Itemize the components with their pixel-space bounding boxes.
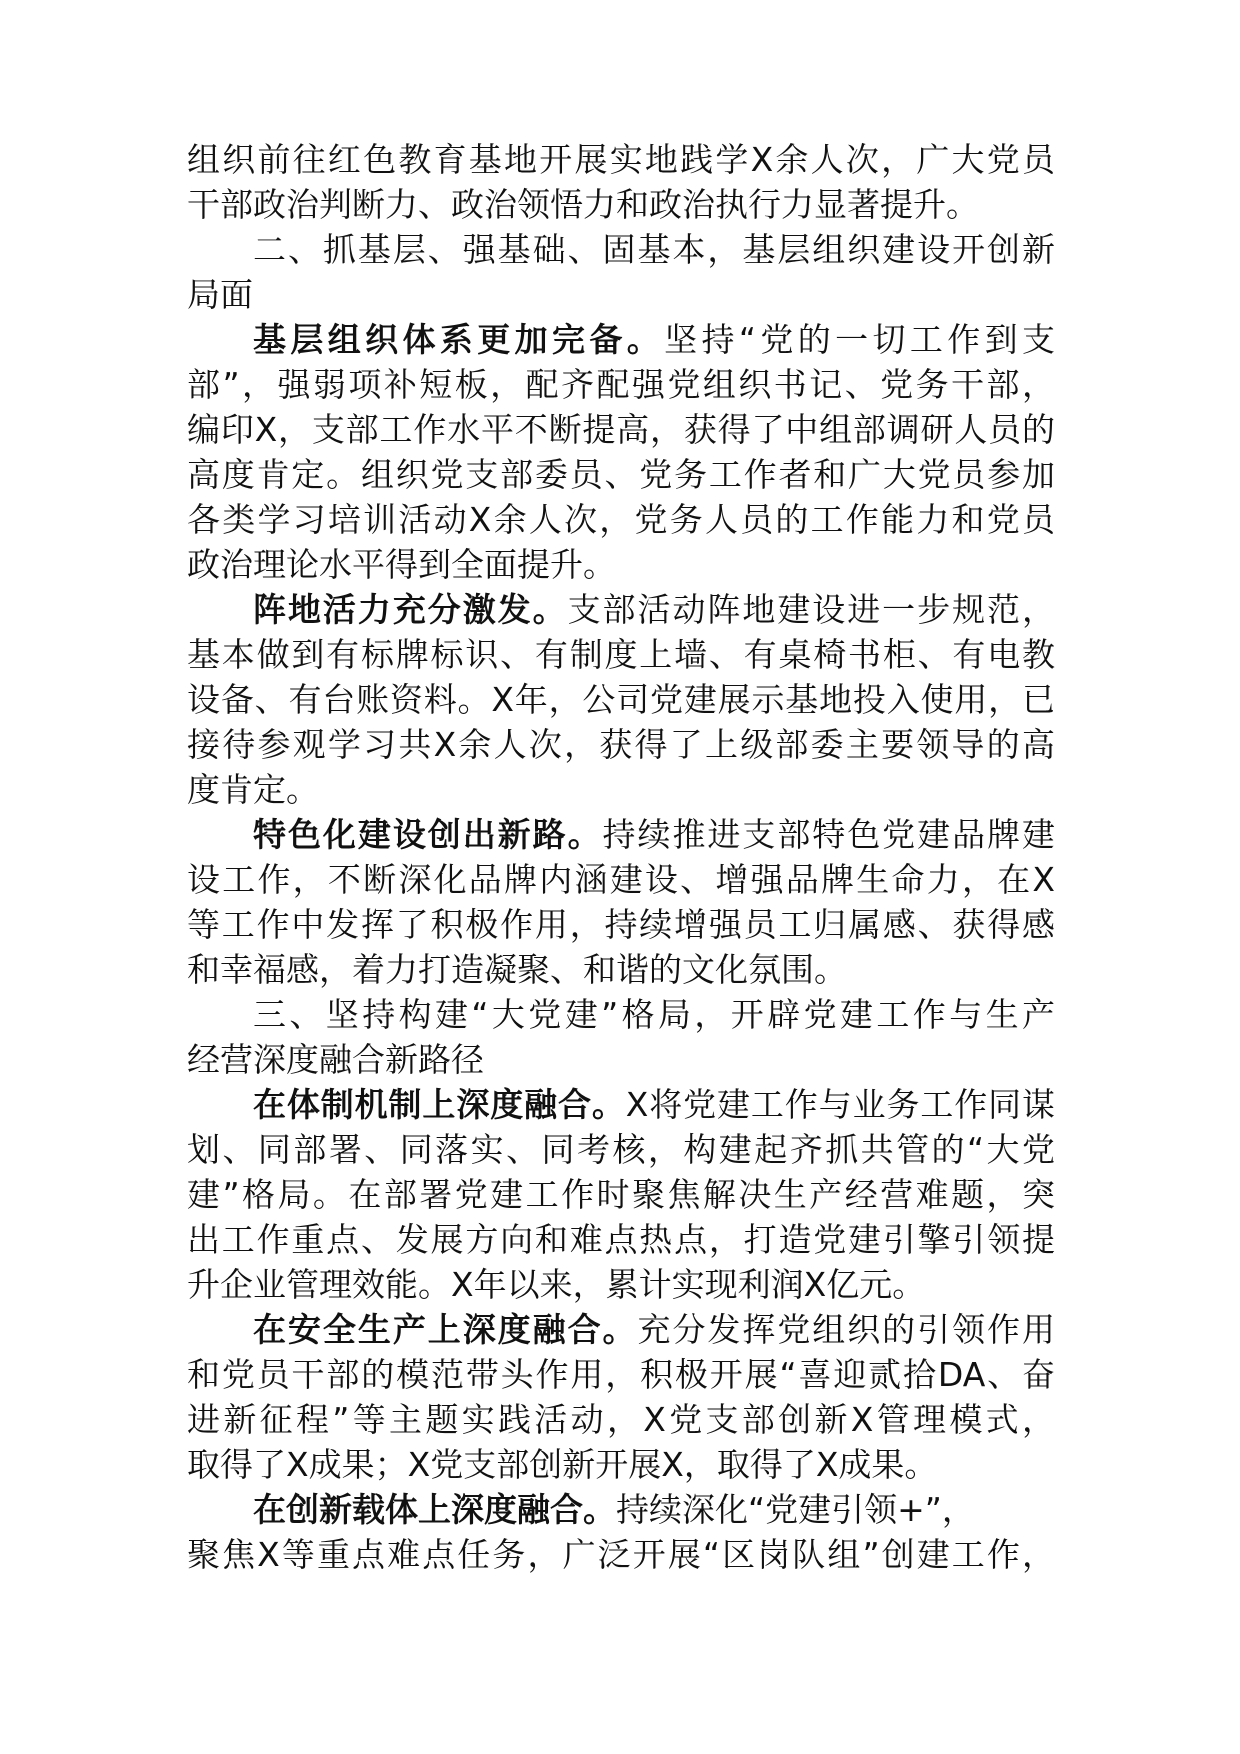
text-segment: 持续推进支部特色党建品牌建 <box>602 815 1056 854</box>
text-line <box>187 317 1055 362</box>
section-heading <box>187 992 1055 1082</box>
text-line: 设工作，不断深化品牌内涵建设、增强品牌生命力，在X <box>187 860 1055 899</box>
text-line: 聚焦X等重点难点任务，广泛开展“区岗队组”创建工作， <box>187 1535 1055 1574</box>
paragraph <box>187 587 1055 812</box>
paragraph-lead: 在创新载体上深度融合。 <box>253 1490 616 1529</box>
text-line: 经营深度融合新路径 <box>187 1040 484 1079</box>
text-segment: 支部活动阵地建设进一步规范， <box>567 590 1056 629</box>
text-segment: 持续深化“党建引领+”， <box>616 1490 975 1529</box>
text-line: 和党员干部的模范带头作用，积极开展“喜迎贰拾DA、奋 <box>187 1355 1055 1394</box>
text-line: 出工作重点、发展方向和难点热点，打造党建引擎引领提 <box>187 1220 1055 1259</box>
text-segment: 坚持“党的一切工作到支 <box>664 320 1055 359</box>
text-line: 建”格局。在部署党建工作时聚焦解决生产经营难题，突 <box>187 1175 1055 1214</box>
paragraph-lead: 阵地活力充分激发。 <box>253 590 568 629</box>
text-line: 取得了X成果；X党支部创新开展X，取得了X成果。 <box>187 1445 938 1484</box>
text-line: 和幸福感，着力打造凝聚、和谐的文化氛围。 <box>187 950 847 989</box>
text-line: 度肯定。 <box>187 770 319 809</box>
paragraph-lead: 在体制机制上深度融合。 <box>253 1085 626 1124</box>
text-line <box>187 1487 1055 1532</box>
section-heading <box>187 227 1055 317</box>
text-line: 基本做到有标牌标识、有制度上墙、有桌椅书柜、有电教 <box>187 635 1055 674</box>
paragraph <box>187 1082 1055 1307</box>
text-segment: X将党建工作与业务工作同谋 <box>625 1085 1056 1124</box>
text-line: 政治理论水平得到全面提升。 <box>187 545 616 584</box>
paragraph <box>187 317 1055 587</box>
paragraph <box>187 137 1055 227</box>
text-line: 进新征程”等主题实践活动，X党支部创新X管理模式， <box>187 1400 1055 1439</box>
paragraph-lead: 基层组织体系更加完备。 <box>253 320 665 359</box>
text-line: 部”，强弱项补短板，配齐配强党组织书记、党务干部， <box>187 365 1055 404</box>
document-page <box>187 137 1055 1577</box>
text-line: 划、同部署、同落实、同考核，构建起齐抓共管的“大党 <box>187 1130 1055 1169</box>
text-line: 局面 <box>187 275 253 314</box>
text-line <box>187 1307 1055 1352</box>
text-line <box>187 587 1055 632</box>
text-segment: 充分发挥党组织的引领作用 <box>637 1310 1055 1349</box>
text-line <box>187 812 1055 857</box>
paragraph <box>187 812 1055 992</box>
text-line: 各类学习培训活动X余人次，党务人员的工作能力和党员 <box>187 500 1055 539</box>
text-line: 等工作中发挥了积极作用，持续增强员工归属感、获得感 <box>187 905 1055 944</box>
text-line <box>187 1082 1055 1127</box>
text-line: 升企业管理效能。X年以来，累计实现利润X亿元。 <box>187 1265 926 1304</box>
text-line: 组织前往红色教育基地开展实地践学X余人次，广大党员 <box>187 140 1055 179</box>
paragraph <box>187 1487 1055 1577</box>
text-line: 接待参观学习共X余人次，获得了上级部委主要领导的高 <box>187 725 1055 764</box>
text-line: 二、抓基层、强基础、固基本，基层组织建设开创新 <box>253 230 1055 269</box>
text-line: 干部政治判断力、政治领悟力和政治执行力显著提升。 <box>187 185 979 224</box>
text-line: 设备、有台账资料。X年，公司党建展示基地投入使用，已 <box>187 680 1055 719</box>
text-line: 高度肯定。组织党支部委员、党务工作者和广大党员参加 <box>187 455 1055 494</box>
text-line: 三、坚持构建“大党建”格局，开辟党建工作与生产 <box>253 995 1055 1034</box>
paragraph <box>187 1307 1055 1487</box>
paragraph-lead: 在安全生产上深度融合。 <box>253 1310 638 1349</box>
text-line: 编印X，支部工作水平不断提高，获得了中组部调研人员的 <box>187 410 1055 449</box>
paragraph-lead: 特色化建设创出新路。 <box>253 815 603 854</box>
